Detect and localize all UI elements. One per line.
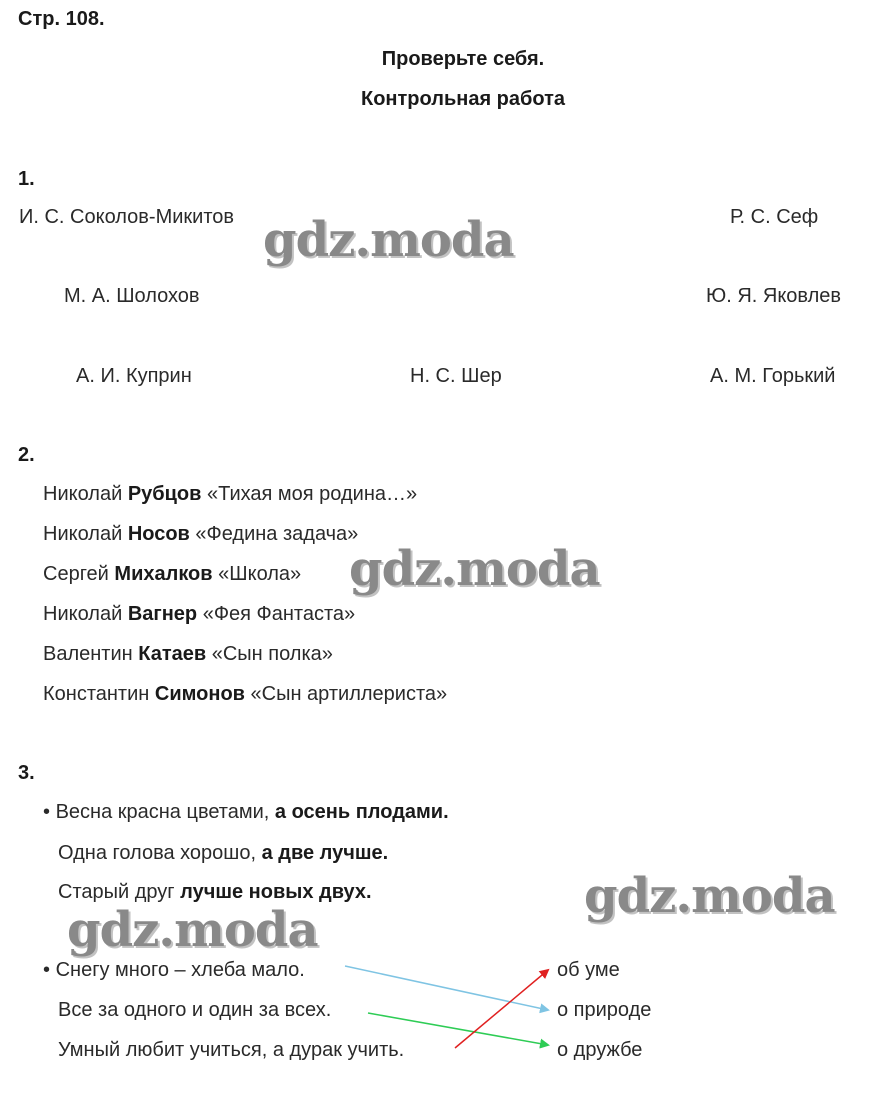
list-item: Константин Симонов «Сын артиллериста» <box>43 683 448 705</box>
theme-nature: о природе <box>557 999 652 1021</box>
list-item: Валентин Катаев «Сын полка» <box>43 643 333 665</box>
bullet: • <box>43 801 51 823</box>
arrow-all-for-one-to-friendship <box>368 1013 548 1045</box>
task-1-number: 1. <box>18 168 35 190</box>
watermark-logo: gdz.moda <box>349 541 600 597</box>
author-sholokhov: М. А. Шолохов <box>64 285 200 307</box>
list-item: Сергей Михалков «Школа» <box>43 563 302 585</box>
list-item: Николай Рубцов «Тихая моя родина…» <box>43 483 418 505</box>
task-2-number: 2. <box>18 444 35 466</box>
list-item: Николай Вагнер «Фея Фантаста» <box>43 603 356 625</box>
page-title: Проверьте себя. <box>381 48 545 70</box>
proverb-line: Одна голова хорошо, а две лучше. <box>58 842 389 864</box>
page-number: Стр. 108. <box>18 8 105 30</box>
bullet: • <box>43 959 51 981</box>
proverb-smart: Умный любит учиться, а дурак учить. <box>58 1039 405 1061</box>
arrow-snow-to-nature <box>345 966 548 1010</box>
proverb-all-for-one: Все за одного и один за всех. <box>58 999 332 1021</box>
author-gorky: А. М. Горький <box>710 365 836 387</box>
proverb-line: Старый друг лучше новых двух. <box>58 881 372 903</box>
author-kuprin: А. И. Куприн <box>76 365 192 387</box>
author-sokolov-mikitov: И. С. Соколов-Микитов <box>19 206 235 228</box>
page-subtitle: Контрольная работа <box>361 88 565 110</box>
author-sef: Р. С. Сеф <box>730 206 819 228</box>
task-3-number: 3. <box>18 762 35 784</box>
watermark-logo: gdz.moda <box>584 868 835 924</box>
theme-mind: об уме <box>557 959 620 981</box>
theme-friendship: о дружбе <box>557 1039 643 1061</box>
author-yakovlev: Ю. Я. Яковлев <box>706 285 841 307</box>
list-item: Николай Носов «Федина задача» <box>43 523 359 545</box>
proverb-line: • Весна красна цветами, а осень плодами. <box>43 801 449 823</box>
watermark-logo: gdz.moda <box>263 212 514 268</box>
author-sher: Н. С. Шер <box>410 365 502 387</box>
proverb-snow: • Снегу много – хлеба мало. <box>43 959 305 981</box>
watermark-logo: gdz.moda <box>67 902 318 958</box>
